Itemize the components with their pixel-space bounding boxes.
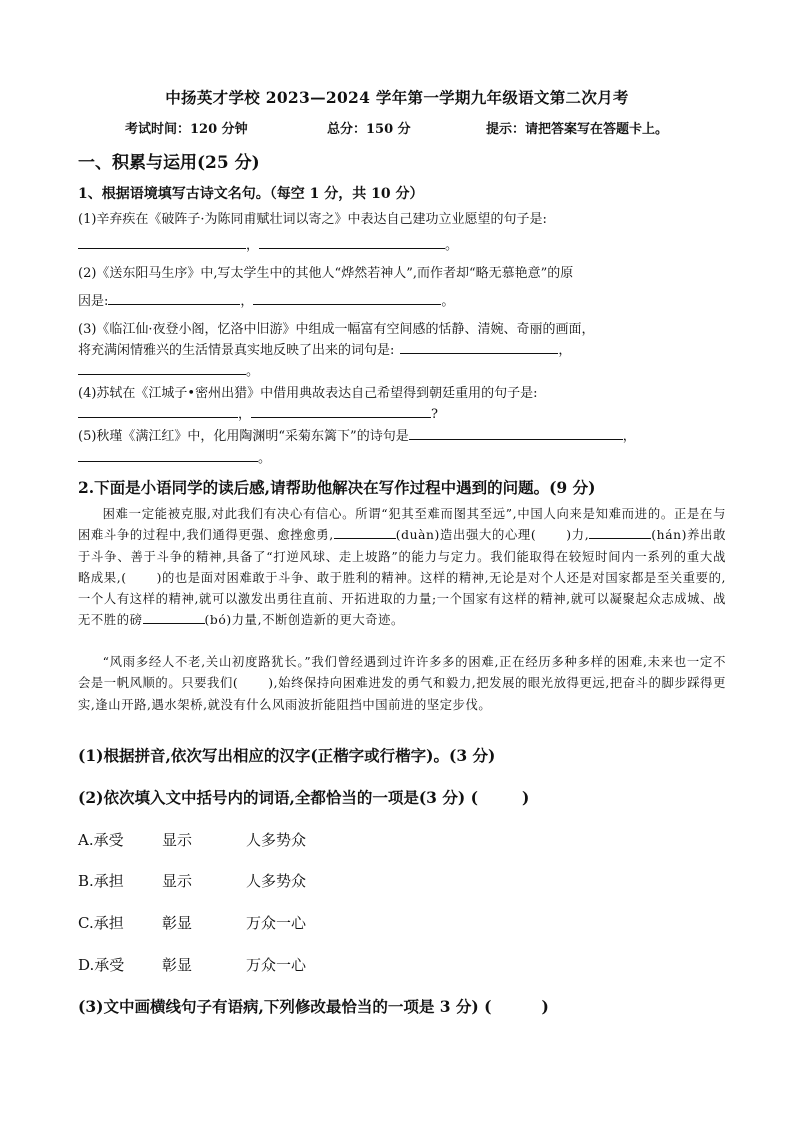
question-2-title: 2.下面是小语同学的读后感,请帮助他解决在写作过程中遇到的问题。(9 分) xyxy=(78,478,596,497)
answer-blank[interactable] xyxy=(78,403,238,418)
q1-item-1: (1)辛弃疾在《破阵子·为陈同甫赋壮词以寄之》中表达自己建功立业愿望的句子是: xyxy=(78,212,547,227)
answer-blank[interactable] xyxy=(253,290,441,305)
q1-item-4: (4)苏轼在《江城子•密州出猎》中借用典故表达自己希望得到朝廷重用的句子是: xyxy=(78,386,538,401)
pinyin-blank[interactable] xyxy=(143,611,205,624)
pinyin-blank[interactable] xyxy=(589,526,651,539)
q1-item-5: (5)秋瑾《满江红》中，化用陶渊明“采菊东篱下”的诗句是 ， xyxy=(78,425,636,444)
answer-blank[interactable] xyxy=(108,290,240,305)
answer-blank[interactable] xyxy=(78,360,246,375)
exam-time: 考试时间：120 分钟 xyxy=(125,122,248,137)
sub-question-2: (2)依次填入文中括号内的词语,全都恰当的一项是(3 分) ( ) xyxy=(78,788,530,807)
q1-item-1-blanks: ， 。 xyxy=(78,234,458,253)
answer-blank[interactable] xyxy=(78,447,258,462)
section-title: 一、积累与运用(25 分) xyxy=(78,153,260,173)
q1-item-3-blank2: 。 xyxy=(78,360,259,379)
option-a[interactable]: A.承受 显示 人多势众 xyxy=(78,831,307,849)
option-b[interactable]: B.承担 显示 人多势众 xyxy=(78,872,307,890)
option-d[interactable]: D.承受 彰显 万众一心 xyxy=(78,956,307,974)
question-1-title: 1、根据语境填写古诗文名句。（每空 1 分，共 10 分） xyxy=(78,186,424,202)
q1-item-2-blanks: 因是: ， 。 xyxy=(78,290,454,309)
answer-blank[interactable] xyxy=(400,339,558,354)
answer-blank[interactable] xyxy=(78,234,246,249)
q1-item-4-blanks: ， ? xyxy=(78,403,438,422)
sub-question-1: (1)根据拼音,依次写出相应的汉字(正楷字或行楷字)。(3 分) xyxy=(78,746,496,765)
exam-total: 总分：150 分 xyxy=(327,122,411,137)
option-c[interactable]: C.承担 彰显 万众一心 xyxy=(78,914,307,932)
q1-item-5-blank2: 。 xyxy=(78,447,271,466)
q1-item-2: (2)《送东阳马生序》中,写太学生中的其他人“烨然若神人”,而作者却“略无慕艳意”的原 xyxy=(78,266,574,281)
answer-blank[interactable] xyxy=(251,403,431,418)
reading-paragraph-1: 困难一定能被克服,对此我们有决心有信心。所谓“犯其至难而图其至远”,中国人向来是知难而进的。正是在与困难斗争的过程中,我们通得更强、愈挫愈勇, (duàn)造出强大的心理( )力, (hán)养出敢于斗争、善于斗争的精神,具备了“打逆风球、走上坡路”的能力与定力。我们能取得在较短时间内一系列的重大战略成果,( )的也是面对困难敢于斗争、敢于胜利的精神。这样的精神,无论是对个人还是对国家都是至关重要的,一个人有这样的精神,就可以激发出勇往直前、开拓进取的力量;一个国家有这样的精神,就可以凝聚起众志成城、战无不胜的磅 (bó)力量,不断创造新的更大奇迹。 xyxy=(78,507,726,628)
answer-blank[interactable] xyxy=(409,425,623,440)
answer-blank[interactable] xyxy=(259,234,445,249)
reading-paragraph-2: “风雨多经人不老,关山初度路犹长。”我们曾经遇到过许许多多的困难,正在经历多种多样的困难,未来也一定不会是一帆风顺的。只要我们( ),始终保持向困难进发的勇气和毅力,把发展的眼光放得更远,把奋斗的脚步踩得更实,逢山开路,遇水架桥,就没有什么风雨波折能阻挡中国前进的坚定步伐。 xyxy=(78,655,726,712)
exam-title: 中扬英才学校 2023—2024 学年第一学期九年级语文第二次月考 xyxy=(165,88,629,107)
q1-item-3: (3)《临江仙·夜登小阁，忆洛中旧游》中组成一幅富有空间感的恬静、清婉、奇丽的画面， xyxy=(78,322,595,337)
pinyin-blank[interactable] xyxy=(334,526,396,539)
exam-tip: 提示：请把答案写在答题卡上。 xyxy=(486,122,669,137)
q1-item-3-line2: 将充满闲情雅兴的生活情景真实地反映了出来的词句是: ， xyxy=(78,339,571,358)
sub-question-3: (3)文中画横线句子有语病,下列修改最恰当的一项是 3 分) ( ) xyxy=(78,997,549,1016)
